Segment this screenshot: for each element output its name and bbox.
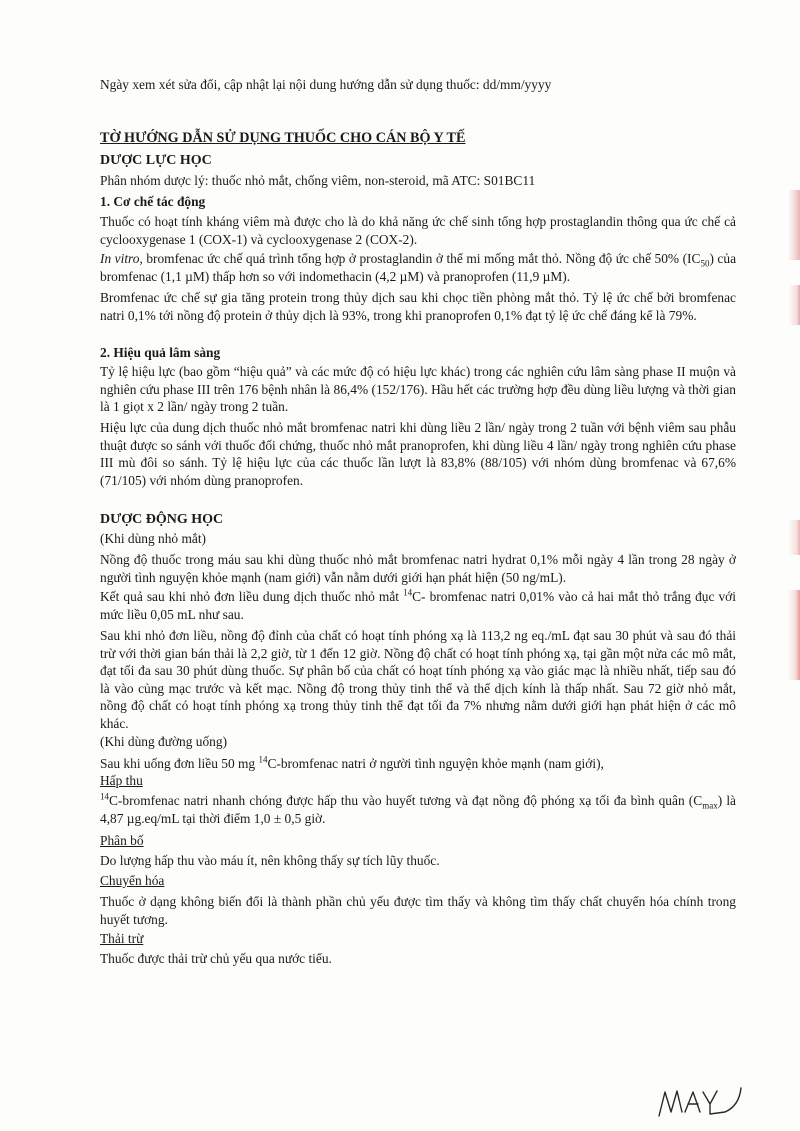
metabolism-heading: Chuyển hóa [100,873,165,888]
pharmacokinetics-heading: DƯỢC ĐỘNG HỌC [100,512,224,527]
metabolism-text: Thuốc ở dạng không biến đổi là thành phần chủ yếu được tìm thấy và không tìm thấy chất chuyển hóa chính trong huyết tương. [100,894,736,927]
stamp-edge-mark [788,520,800,555]
cmax-subscript: max [702,800,718,811]
c14-superscript: 14 [100,791,109,802]
oral-route-label: (Khi dùng đường uống) [100,734,228,749]
pk-paragraph-1: Nồng độ thuốc trong máu sau khi dùng thuốc nhỏ mắt bromfenac natri hydrat 0,1% mỗi ngày 4 lần trong 28 ngày ở người tình nguyện khỏe mạnh (nam giới) vẫn nằm dưới giới hạn phát hiện (50 ng/mL). [100,552,736,585]
pk-paragraph-3: Sau khi nhỏ đơn liều, nồng độ đỉnh của chất có hoạt tính phóng xạ là 113,2 ng eq./mL đạt sau 30 phút và sau đó thải trừ với thời gian bán thải là 2,2 giờ, từ 1 đến 12 giờ. Nồng độ chất có hoạt tính phóng xạ, tại gần một nửa các mô mắt, đạt tối đa sau 30 phút dùng thuốc. Sự phân bố của chất có hoạt tính phóng xạ vào giác mạc là nhiều nhất, tiếp sau đó là vào củng mạc trước và kết mạc. Nồng độ trong thủy tinh thể và thể dịch kính là thấp nhất. Sau 72 giờ nhỏ mắt, nồng độ chất có hoạt tính phóng xạ trong thủy tinh thể đạt tối đa 7% nhưng nằm dưới giới hạn phát hiện ở các mô khác. [100,628,736,731]
pharmacological-group: Phân nhóm dược lý: thuốc nhỏ mắt, chống viêm, non-steroid, mã ATC: S01BC11 [100,173,536,188]
mechanism-heading: 1. Cơ chế tác động [100,194,206,209]
pk-paragraph-2 [100,588,736,623]
stamp-edge-mark [788,285,800,325]
stamp-edge-mark [788,590,800,680]
pk-paragraph-4 [100,755,736,773]
mechanism-p2-part-b: ) của bromfenac (1,1 µM) thấp hơn so với indomethacin (4,2 µM) và pranoprofen (11,9 µM). [100,251,737,284]
pk-p2-part-a: Kết quả sau khi nhỏ đơn liều dung dịch thuốc nhỏ mắt [100,589,404,604]
mechanism-p2-part-a: , bromfenac ức chế quá trình tổng hợp ở prostaglandin ở thể mi mống mắt thỏ. Nồng độ ức chế 50% (IC [139,251,701,266]
pk-p2-part-b: C- bromfenac natri 0,01% vào cả hai mắt thỏ trắng đục với mức liều 0,05 mL như sau. [100,589,736,622]
mechanism-paragraph-3: Bromfenac ức chế sự gia tăng protein trong thủy dịch sau khi chọc tiền phòng mắt thỏ. Tỷ lệ ức chế bởi bromfenac natri 0,1% tới nồng độ protein ở thủy dịch là 93%, trong khi pranoprofen 0,1% đạt tỷ lệ ức chế đáng kể là 79%. [100,290,736,323]
absorption-part-b: ) là 4,87 µg.eq/mL tại thời điểm 1,0 ± 0,5 giờ. [100,793,736,826]
ic50-subscript: 50 [700,258,710,269]
eye-route-label: (Khi dùng nhỏ mắt) [100,531,206,546]
c14-superscript: 14 [258,754,268,765]
distribution-heading: Phân bố [100,833,144,848]
efficacy-paragraph-2: Hiệu lực của dung dịch thuốc nhỏ mắt bromfenac natri khi dùng liều 2 lần/ ngày trong 2 tuần với bệnh viêm sau phẫu thuật được so sánh với thuốc đối chứng, thuốc nhỏ mắt pranoprofen, khi dùng liều 4 lần/ ngày trong nghiên cứu phase III mù đôi so sánh. Tỷ lệ hiệu lực của các thuốc lần lượt là 83,8% (88/105) với nhóm dùng bromfenac và 67,6% (71/105) với nhóm dùng pranoprofen. [100,420,736,488]
elimination-text: Thuốc được thải trừ chủ yếu qua nước tiểu. [100,951,332,966]
signature-mark [655,1082,745,1122]
mechanism-paragraph-2 [100,250,736,285]
pk-p4-part-a: Sau khi uống đơn liều 50 mg [100,756,259,771]
mechanism-paragraph-1: Thuốc có hoạt tính kháng viêm mà được cho là do khả năng ức chế sinh tổng hợp prostaglandin thông qua ức chế cả cyclooxygenase 1 (COX-1) và cyclooxygenase 2 (COX-2). [100,214,736,247]
c14-superscript: 14 [403,587,413,598]
stamp-edge-mark [788,190,800,260]
elimination-heading: Thải trừ [100,931,144,946]
distribution-text: Do lượng hấp thu vào máu ít, nên không thấy sự tích lũy thuốc. [100,853,440,868]
absorption-text [100,792,736,827]
pharmacodynamics-heading: DƯỢC LỰC HỌC [100,153,212,168]
main-title: TỜ HƯỚNG DẪN SỬ DỤNG THUỐC CHO CÁN BỘ Y TẾ [100,130,466,146]
efficacy-paragraph-1: Tỷ lệ hiệu lực (bao gồm “hiệu quả” và các mức độ có hiệu lực khác) trong các nghiên cứu lâm sàng phase II muộn và nghiên cứu phase III trên 176 bệnh nhân là 86,4% (152/176). Hầu hết các trường hợp đều dùng liều lượng và thời gian là 1 giọt x 2 lần/ ngày trong 2 tuần. [100,364,736,414]
absorption-part-a: C-bromfenac natri nhanh chóng được hấp thu vào huyết tương và đạt nồng độ phóng xạ tối đa bình quân (C [109,793,703,808]
in-vitro-text: In vitro [100,251,140,266]
efficacy-heading: 2. Hiệu quả lâm sàng [100,345,221,360]
pk-p4-part-b: C-bromfenac natri ở người tình nguyện khỏe mạnh (nam giới), [267,756,604,771]
revision-date-note: Ngày xem xét sửa đổi, cập nhật lại nội dung hướng dẫn sử dụng thuốc: dd/mm/yyyy [100,77,552,92]
absorption-heading: Hấp thu [100,773,143,788]
